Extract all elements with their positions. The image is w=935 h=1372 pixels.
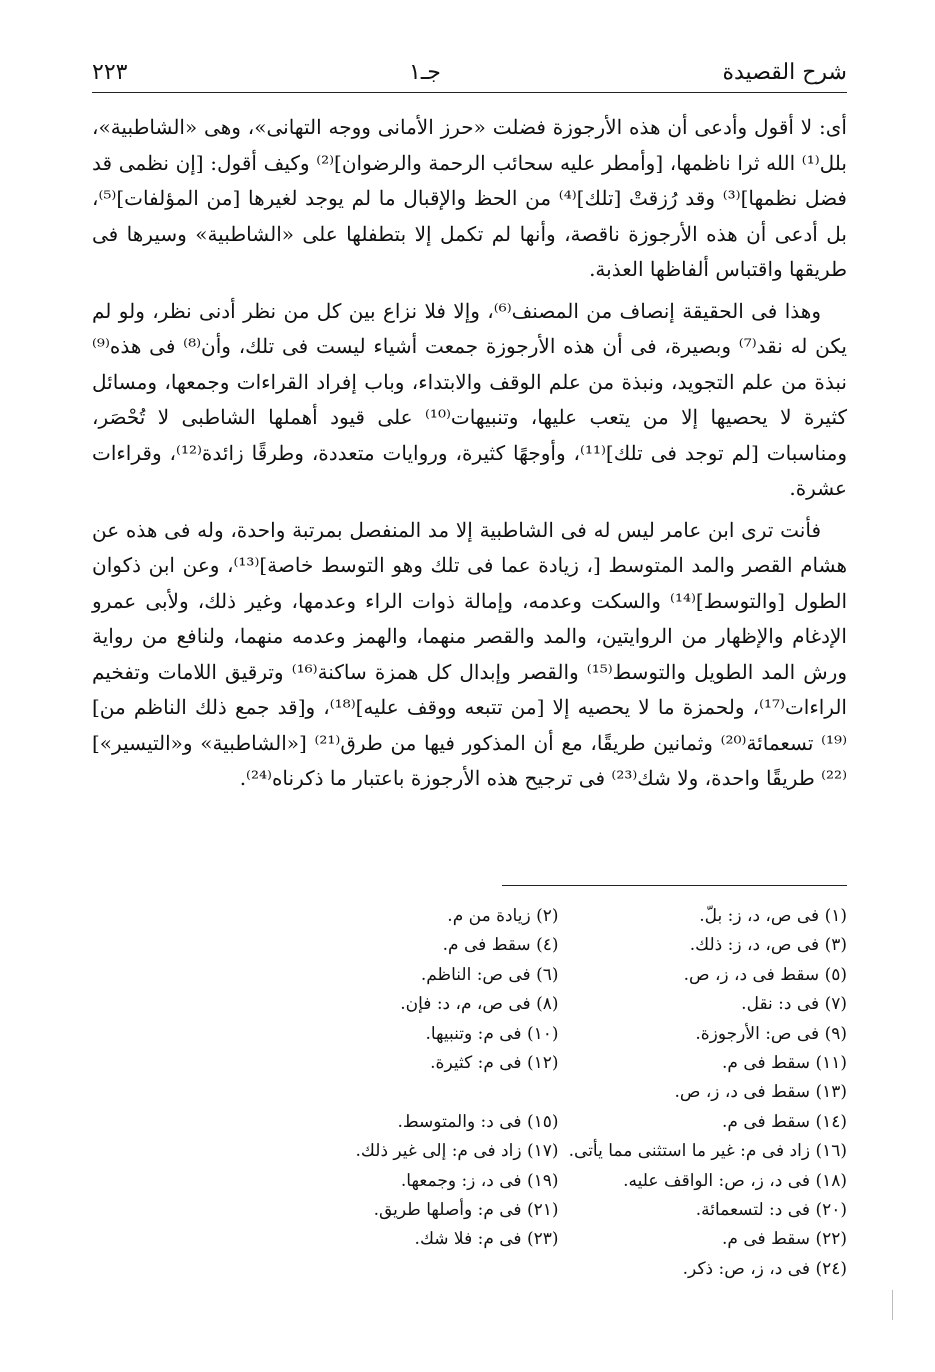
footnote: (١٨) فى د، ز، ص: الواقف عليه.	[623, 1170, 847, 1191]
main-text	[92, 110, 847, 803]
footnote: (١٦) زاد فى م: غير ما استثنى مما يأتى.	[568, 1141, 847, 1162]
paragraph: أى: لا أقول وأدعى أن هذه الأرجوزة فضلت «حرز الأمانى ووجه التهانى»، وهى «الشاطبية»، بلل⁽¹⁾ الله ثرا ناظمها، [وأمطر عليه سحائب الرحمة والرضوان]⁽²⁾ وكيف أقول: [إن نظمى قد فضل نظمها]⁽³⁾ وقد رُزقتْ [تلك]⁽⁴⁾ من الحظ والإقبال ما لم يوجد لغيرها [من المؤلفات]⁽⁵⁾، بل أدعى أن هذه الأرجوزة ناقصة، وأنها لم تكمل إلا بتطفلها على «الشاطبية» وسيرها فى طريقها واقتباس ألفاظها العذبة.	[92, 115, 847, 281]
footnote: (٢٠) فى د: لتسعمائة.	[695, 1199, 847, 1220]
footnote: (١٤) سقط فى م.	[722, 1111, 847, 1132]
page-number: ٢٢٣	[92, 59, 128, 85]
footnote: (١٣) سقط فى د، ز، ص.	[674, 1082, 847, 1103]
footnote: (٦) فى ص: الناظم.	[420, 964, 559, 985]
footnote: (٣) فى ص، د، ز: ذلك.	[689, 935, 847, 956]
footnote: (١٢) فى م: كثيرة.	[430, 1052, 559, 1073]
footnote: (٨) فى ص، م، د: فإن.	[400, 994, 559, 1015]
footnote: (٤) سقط فى م.	[442, 935, 559, 956]
footnote: (٩) فى ص: الأرجوزة.	[695, 1023, 847, 1044]
footnote: (١٥) فى د: والمتوسط.	[397, 1111, 559, 1132]
paragraph: وهذا فى الحقيقة إنصاف من المصنف⁽⁶⁾، وإلا فلا نزاع بين كل من نظر أدنى نظر، ولو لم يكن له نقد⁽⁷⁾ وبصيرة، فى أن هذه الأرجوزة جمعت أشياء ليست فى تلك، وأن⁽⁸⁾ فى هذه⁽⁹⁾ نبذة من علم التجويد، ونبذة من علم الوقف والابتداء، وباب إفراد القراءات وجمعها، ومسائل كثيرة لا يحصيها إلا من يتعب عليها، وتنبيهات⁽¹⁰⁾ على قيود أهملها الشاطبى لا تُحْصَر، ومناسبات [لم توجد فى تلك]⁽¹¹⁾، وأوجهًا كثيرة، وروايات متعددة، وطرقًا زائدة⁽¹²⁾، وقراءات عشرة.	[92, 298, 848, 500]
footnote: (٢٤) فى د، ز، ص: ذكر.	[682, 1258, 847, 1279]
header-divider	[92, 92, 847, 93]
footnote: (١١) سقط فى م.	[722, 1052, 847, 1073]
volume-label: جـ١	[409, 59, 441, 85]
running-header	[92, 52, 847, 92]
footnote: (٧) فى د: نقل.	[741, 994, 847, 1015]
footnote: (٢١) فى م: وأصلها طريق.	[373, 1199, 559, 1220]
paragraph: فأنت ترى ابن عامر ليس له فى الشاطبية إلا مد المنفصل بمرتبة واحدة، وله فى هذه عن هشام القصر والمد المتوسط [، زيادة عما فى تلك وهو التوسط خاصة]⁽¹³⁾، وعن ابن ذكوان الطول [والتوسط]⁽¹⁴⁾ والسكت وعدمه، وإمالة ذوات الراء وعدمها، وغير ذلك، ولأبى عمرو الإدغام والإظهار من الروايتين، والمد والقصر منهما، والهمز وعدمه منهما، ولنافع من رواية ورش المد الطويل والتوسط⁽¹⁵⁾ والقصر وإبدال كل همزة ساكنة⁽¹⁶⁾ وترقيق اللامات وتفخيم الراءات⁽¹⁷⁾، ولحمزة ما لا يحصيه إلا [من تتبعه ووقف عليه]⁽¹⁸⁾، و[قد جمع ذلك الناظم من]⁽¹⁹⁾ تسعمائة⁽²⁰⁾ وثمانين طريقًا، مع أن المذكور فيها من طرق⁽²¹⁾ [«الشاطبية» و«التيسير»]⁽²²⁾ طريقًا واحدة، ولا شك⁽²³⁾ فى ترجيح هذه الأرجوزة باعتبار ما ذكرناه⁽²⁴⁾.	[92, 517, 847, 790]
book-title: شرح القصيدة	[722, 59, 847, 85]
footnotes	[270, 902, 847, 1284]
footnote-empty	[270, 1255, 559, 1284]
footnote: (١٠) فى م: وتنبيها.	[425, 1023, 559, 1044]
footnote: (١٧) زاد فى م: إلى غير ذلك.	[355, 1141, 559, 1162]
footnote: (١) فى ص، د، ز: بلّ.	[699, 906, 847, 926]
footnote: (١٩) فى د، ز: وجمعها.	[400, 1170, 559, 1191]
footnote: (٢٢) سقط فى م.	[722, 1229, 847, 1250]
footnote-empty	[270, 1078, 559, 1107]
footnote-divider	[502, 885, 847, 886]
footnote: (٢) زيادة من م.	[447, 906, 559, 926]
scan-edge-mark	[892, 1290, 893, 1320]
footnote: (٥) سقط فى د، ز، ص.	[683, 964, 847, 985]
footnote: (٢٣) فى م: فلا شك.	[414, 1229, 559, 1250]
